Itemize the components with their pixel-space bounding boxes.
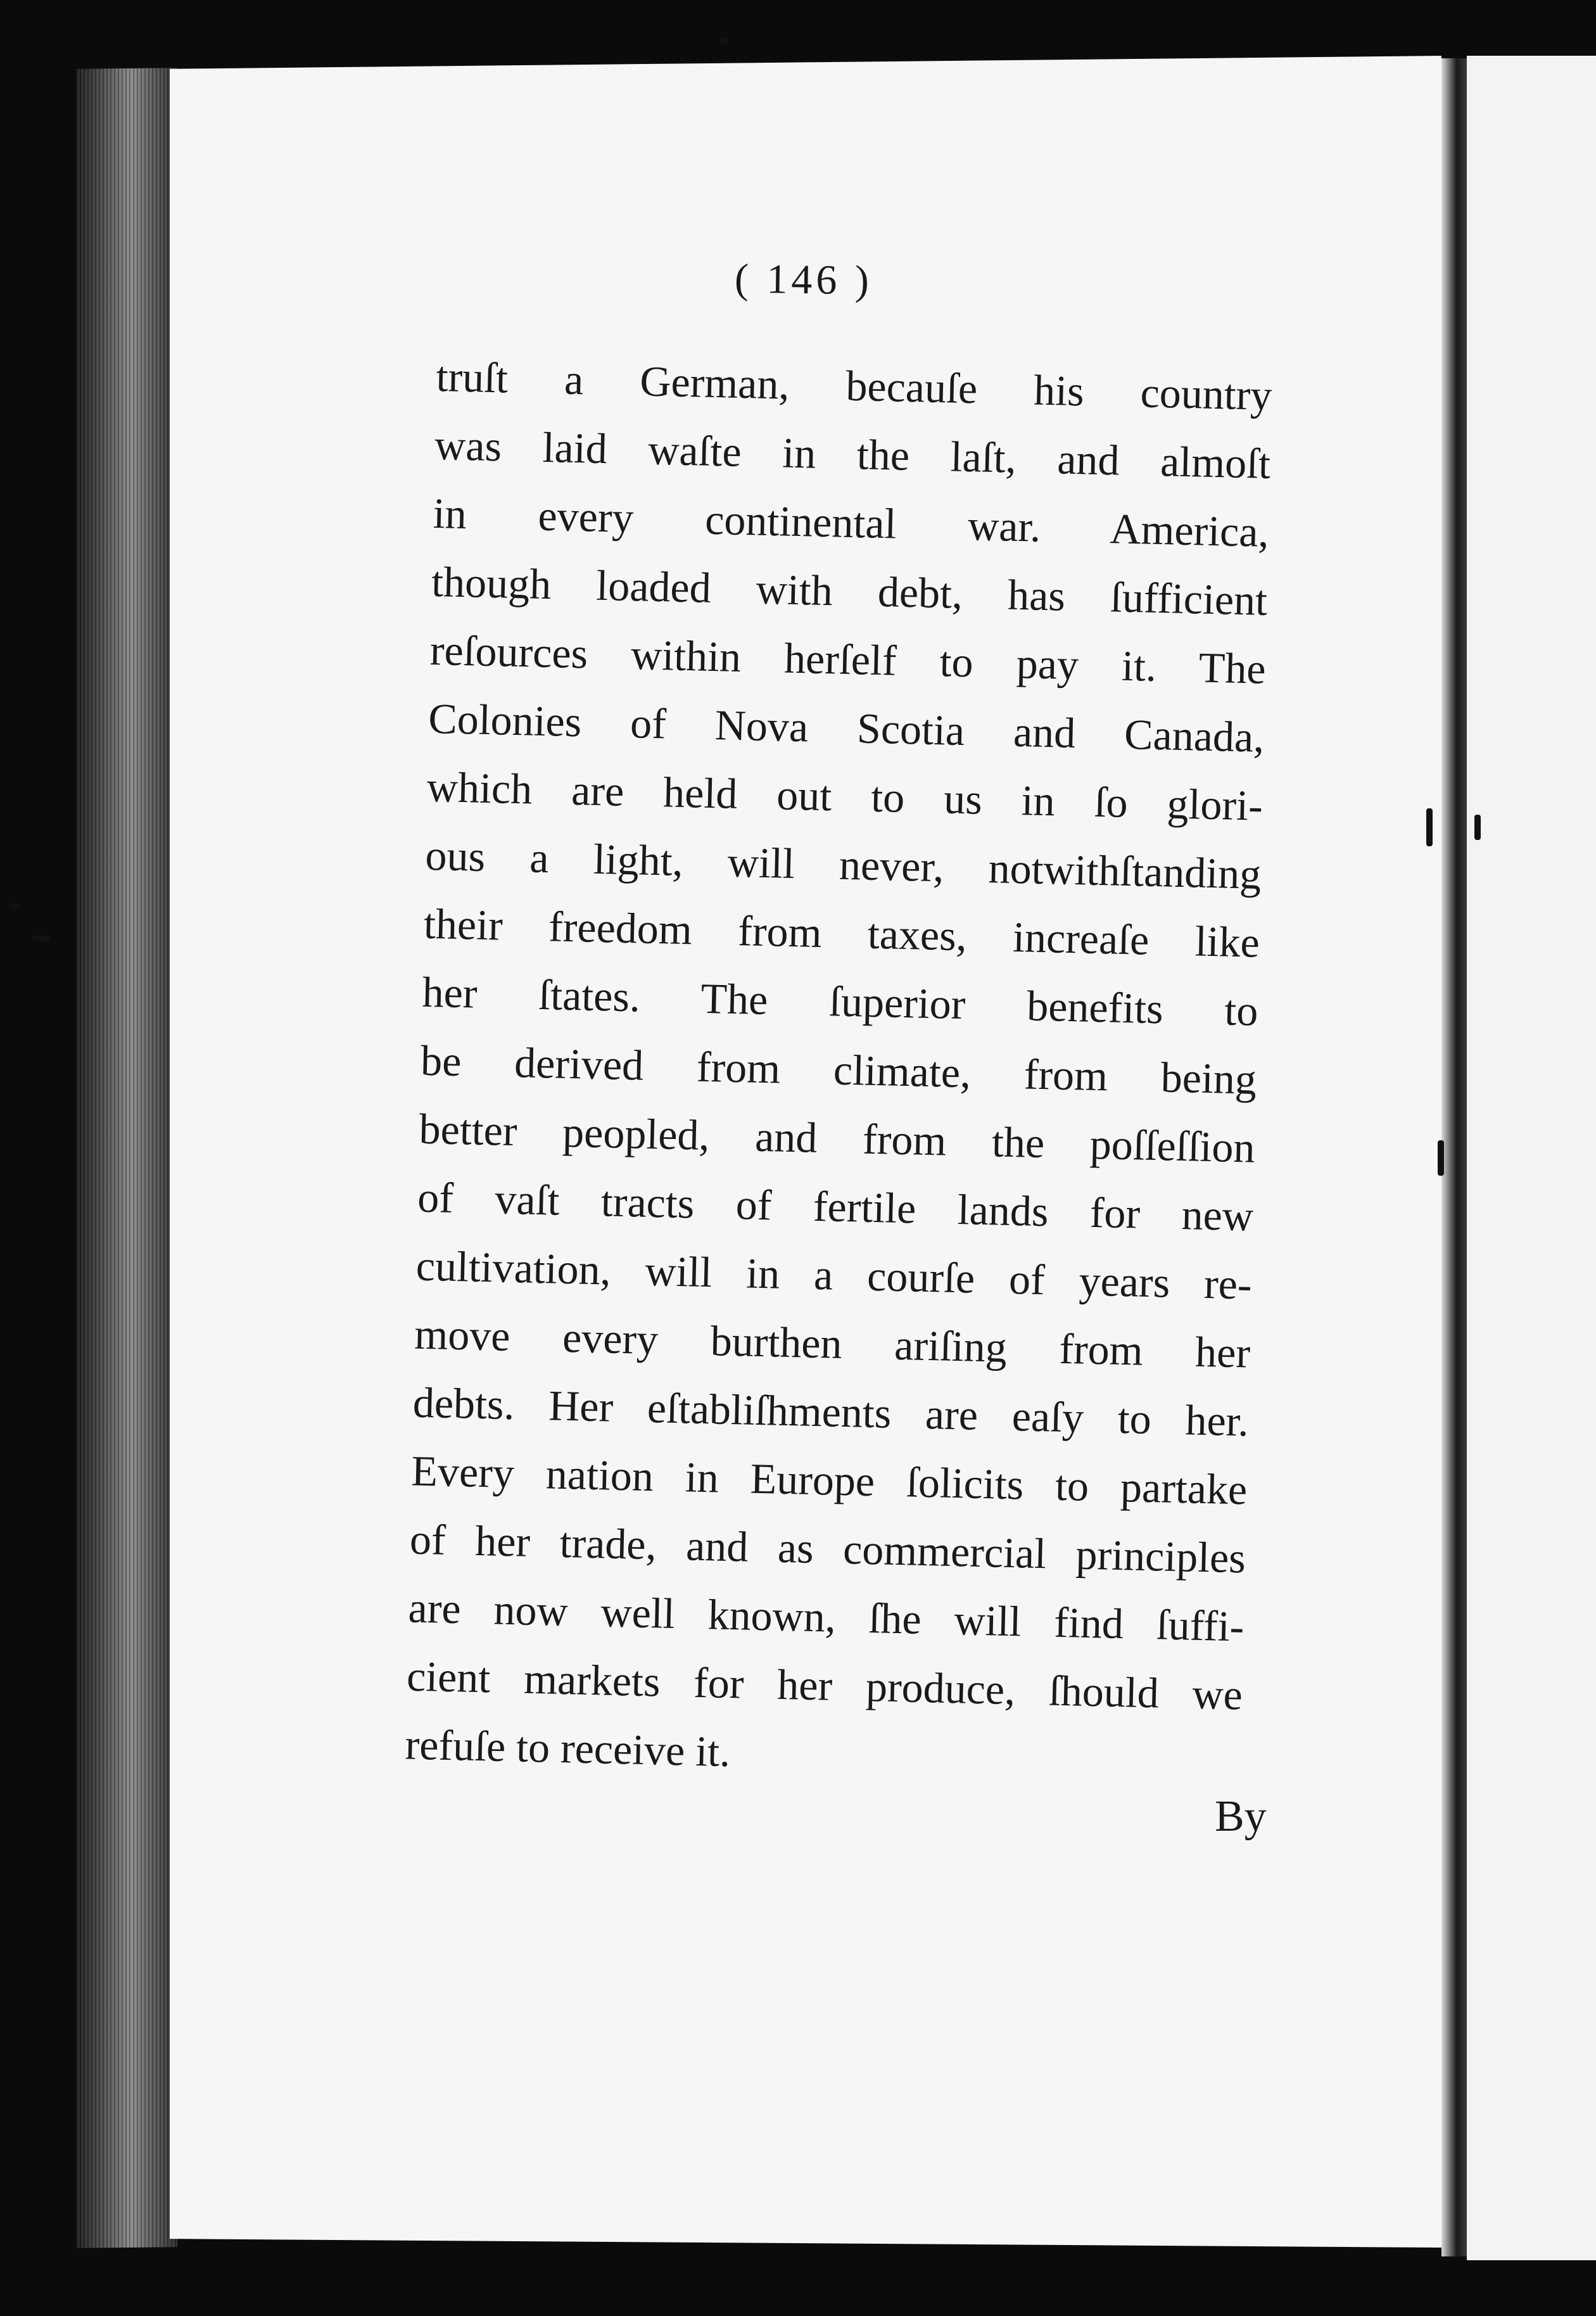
text-line: ous a light, will never, notwithſtanding (424, 830, 1262, 898)
scan-speck (9, 903, 20, 908)
gutter-mark (1474, 815, 1481, 840)
text-line: better peopled, and from the poſſeſſion (418, 1104, 1256, 1172)
page-number: ( 146 ) (734, 255, 873, 304)
text-line: be derived from climate, from being (420, 1036, 1257, 1104)
facing-page-edge (1467, 56, 1596, 2260)
text-line: debts. Her eſtabliſhments are eaſy to her. (412, 1378, 1250, 1446)
gutter-mark (1426, 808, 1433, 846)
text-line: her ſtates. The ſuperior benefits to (421, 967, 1259, 1035)
text-line: move every burthen ariſing from her (414, 1309, 1251, 1377)
scan-speck (32, 935, 51, 941)
book-gutter (1441, 58, 1467, 2256)
page-block-edges (76, 68, 177, 2248)
catchword: By (1215, 1792, 1267, 1841)
text-line: of vaſt tracts of fertile lands for new (417, 1173, 1254, 1240)
text-line: cultivation, will in a courſe of years re- (415, 1241, 1253, 1309)
text-line: refuſe to receive it. (404, 1720, 732, 1776)
text-line: Every nation in Europe ſolicits to partake (410, 1446, 1248, 1514)
text-line: though loaded with debt, has ſufficient (431, 557, 1268, 625)
text-line: in every continental war. America, (433, 488, 1270, 556)
text-line: cient markets for her produce, ſhould we (406, 1651, 1243, 1719)
scan-speck (719, 37, 728, 44)
text-line: are now well known, ſhe will find ſuffi- (407, 1583, 1245, 1651)
body-text (405, 342, 1273, 1797)
text-line: which are held out to us in ſo glori- (426, 762, 1264, 830)
text-line: was laid waſte in the laſt, and almoſt (434, 420, 1271, 488)
text-line: of her trade, and as commercial principles (409, 1515, 1246, 1582)
text-line: Colonies of Nova Scotia and Canada, (428, 694, 1265, 761)
text-line: reſources within herſelf to pay it. The (429, 625, 1267, 693)
text-line: truſt a German, becauſe his country (435, 352, 1273, 419)
text-line: their freedom from taxes, increaſe like (423, 899, 1260, 967)
gutter-mark (1438, 1140, 1444, 1176)
